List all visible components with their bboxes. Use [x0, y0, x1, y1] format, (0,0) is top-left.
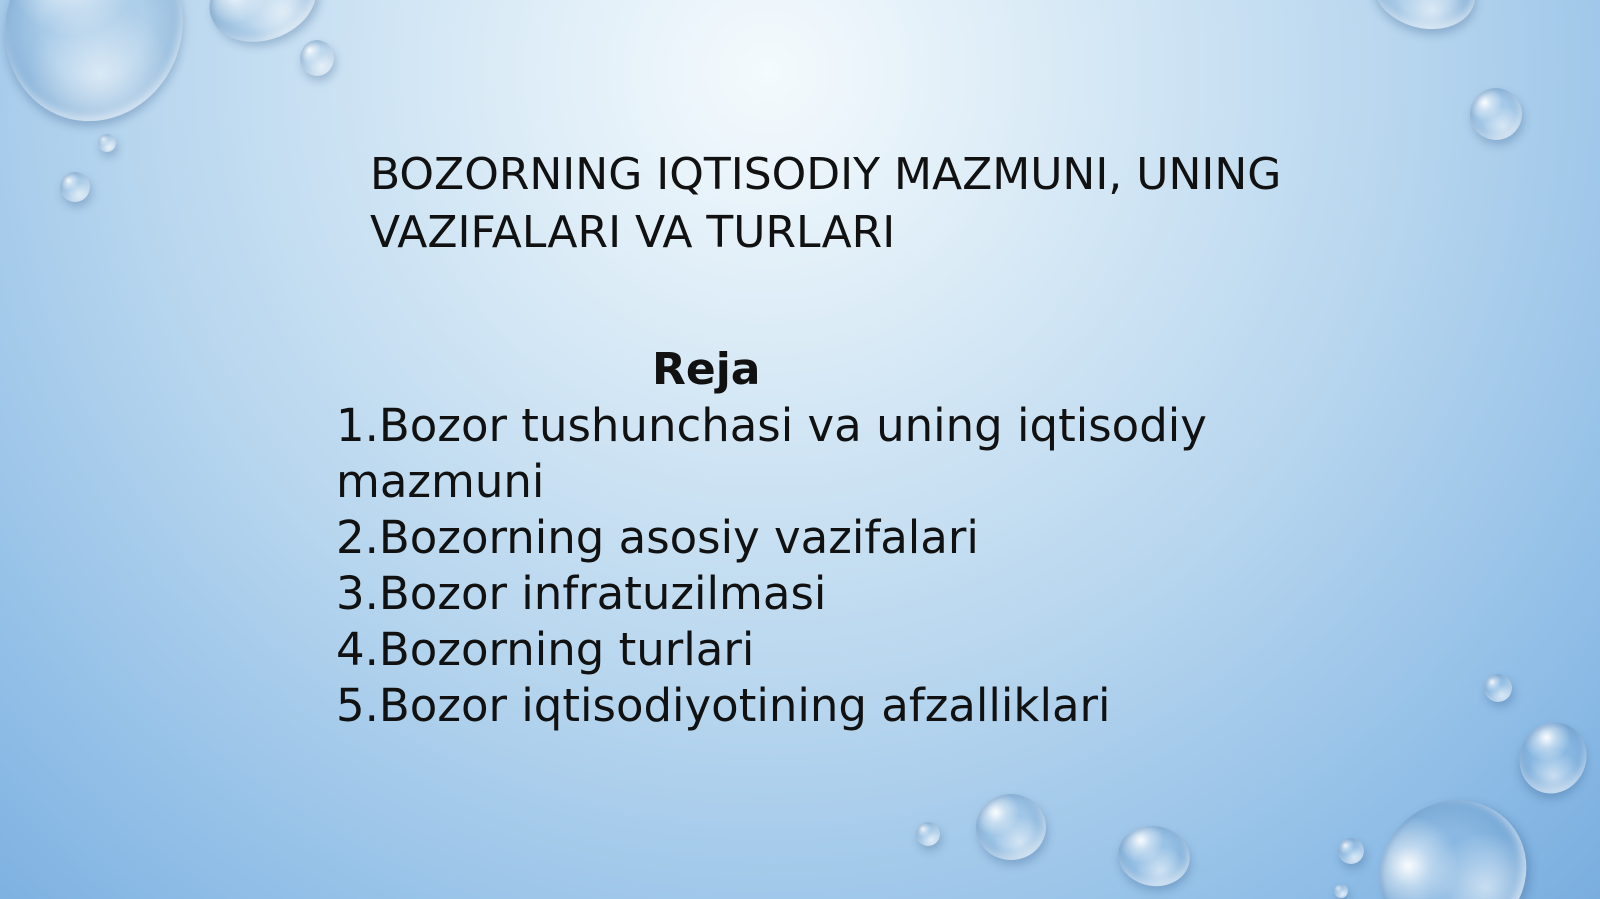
plan-item-4: 4.Bozorning turlari	[336, 623, 755, 676]
plan-item-1: 1.Bozor tushunchasi va uning iqtisodiy mazmuni	[336, 399, 1207, 508]
water-drop-icon	[916, 822, 940, 846]
plan-list	[336, 398, 1216, 734]
water-drop-icon	[1470, 88, 1522, 140]
water-drop-icon	[1113, 820, 1194, 892]
water-drop-icon	[1484, 674, 1512, 702]
water-drop-icon	[300, 40, 334, 76]
water-drop-icon	[1334, 884, 1348, 898]
slide-title-line-1: BOZORNING IQTISODIY MAZMUNI, UNING	[370, 149, 1282, 200]
water-drop-icon	[1338, 838, 1364, 864]
slide-title-line-2: VAZIFALARI VA TURLARI	[370, 207, 896, 258]
plan-item-3: 3.Bozor infratuzilmasi	[336, 567, 827, 620]
water-drop-icon	[60, 172, 90, 202]
water-drop-icon	[1364, 0, 1484, 40]
plan-item-2: 2.Bozorning asosiy vazifalari	[336, 511, 979, 564]
water-drop-icon	[976, 794, 1046, 860]
slide-title	[370, 146, 1370, 262]
water-drop-icon	[0, 0, 210, 146]
water-drop-icon	[1508, 711, 1598, 804]
water-drop-icon	[98, 134, 116, 152]
plan-heading: Reja	[652, 344, 761, 395]
plan-item-5: 5.Bozor iqtisodiyotining afzalliklari	[336, 679, 1111, 732]
water-drop-icon	[1351, 772, 1554, 899]
